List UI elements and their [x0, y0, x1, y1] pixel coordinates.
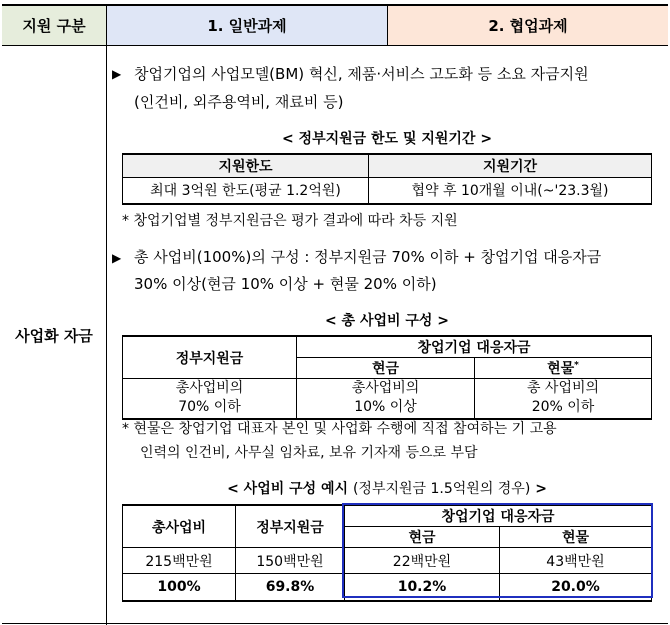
section2-title: < 총 사업비 구성 >	[324, 313, 450, 329]
th-in-kind-label: 현물	[547, 361, 575, 377]
th-gov-support: 정부지원금	[123, 336, 297, 379]
th-support-period: 지원기간	[369, 154, 652, 177]
section3-title-end: >	[535, 481, 547, 497]
bullet1-line2: (인건비, 외주용역비, 재료비 등)	[134, 93, 344, 111]
td-pct-gov: 69.8%	[236, 574, 345, 601]
th-cash: 현금	[297, 358, 475, 379]
section3-title-sub: (정부지원금 1.5억원의 경우)	[352, 481, 531, 497]
td-amount-kind: 43백만원	[500, 548, 652, 574]
td-support-period: 협약 후 10개월 이내(~'23.3월)	[369, 177, 652, 204]
column-divider	[106, 46, 107, 625]
total-budget-table	[122, 335, 652, 420]
bullet1-line1: 창업기업의 사업모델(BM) 혁신, 제품·서비스 고도화 등 소요 자금지원	[134, 65, 589, 83]
td-pct-total: 100%	[123, 574, 236, 601]
section1-title: < 정부지원금 한도 및 지원기간 >	[281, 131, 493, 147]
section3-title-main: < 사업비 구성 예시	[227, 481, 349, 497]
th-matching-fund: 창업기업 대응자금	[345, 505, 652, 527]
header-general-task: 1. 일반과제	[106, 4, 387, 46]
th-in-kind-mark: *	[574, 360, 579, 371]
note2-line2: 인력의 인건비, 사무실 임차료, 보유 기자재 등으로 부담	[140, 445, 478, 461]
th-in-kind	[475, 358, 652, 379]
td-gov-ratio-line1: 총사업비의	[175, 380, 244, 397]
note1: * 창업기업별 정부지원금은 평가 결과에 따라 차등 지원	[122, 213, 458, 229]
header-support-category: 지원 구분	[2, 4, 106, 46]
td-kind-ratio	[475, 379, 652, 419]
td-kind-ratio-line2: 20% 이하	[531, 399, 595, 416]
th-support-limit: 지원한도	[123, 154, 369, 177]
th-cash: 현금	[345, 527, 500, 548]
td-cash-ratio-line2: 10% 이상	[354, 399, 417, 416]
note2-line1: * 현물은 창업기업 대표자 본인 및 사업화 수행에 직접 참여하는 기 고용	[122, 421, 557, 437]
td-pct-kind: 20.0%	[500, 574, 652, 601]
td-amount-cash: 22백만원	[345, 548, 500, 574]
support-limit-table	[122, 153, 652, 205]
td-gov-ratio-line2: 70% 이하	[178, 399, 241, 416]
budget-example-table	[122, 504, 652, 602]
bullet2-line2: 30% 이상(현금 10% 이상 + 현물 20% 이하)	[134, 275, 437, 293]
table-bottom-border	[2, 623, 668, 624]
bullet2-line1: 총 사업비(100%)의 구성 : 정부지원금 70% 이하 + 창업기업 대응자금	[134, 248, 602, 266]
th-total-budget: 총사업비	[123, 505, 236, 548]
th-in-kind: 현물	[500, 527, 652, 548]
td-cash-ratio-line1: 총사업비의	[351, 380, 420, 397]
td-pct-cash: 10.2%	[345, 574, 500, 601]
header-collab-task: 2. 협업과제	[387, 4, 668, 46]
td-amount-total: 215백만원	[123, 548, 236, 574]
td-support-limit: 최대 3억원 한도(평균 1.2억원)	[123, 177, 369, 204]
td-cash-ratio	[297, 379, 475, 419]
section3-title	[122, 478, 652, 498]
th-gov-support: 정부지원금	[236, 505, 345, 548]
td-kind-ratio-line1: 총 사업비의	[526, 380, 600, 397]
bullet-arrow-icon: ▶	[112, 67, 122, 81]
row-label-commercialization-fund: 사업화 자금	[15, 326, 93, 345]
th-matching-fund: 창업기업 대응자금	[297, 336, 652, 358]
td-amount-gov: 150백만원	[236, 548, 345, 574]
bullet-arrow-icon: ▶	[112, 251, 122, 265]
td-gov-ratio	[123, 379, 297, 419]
